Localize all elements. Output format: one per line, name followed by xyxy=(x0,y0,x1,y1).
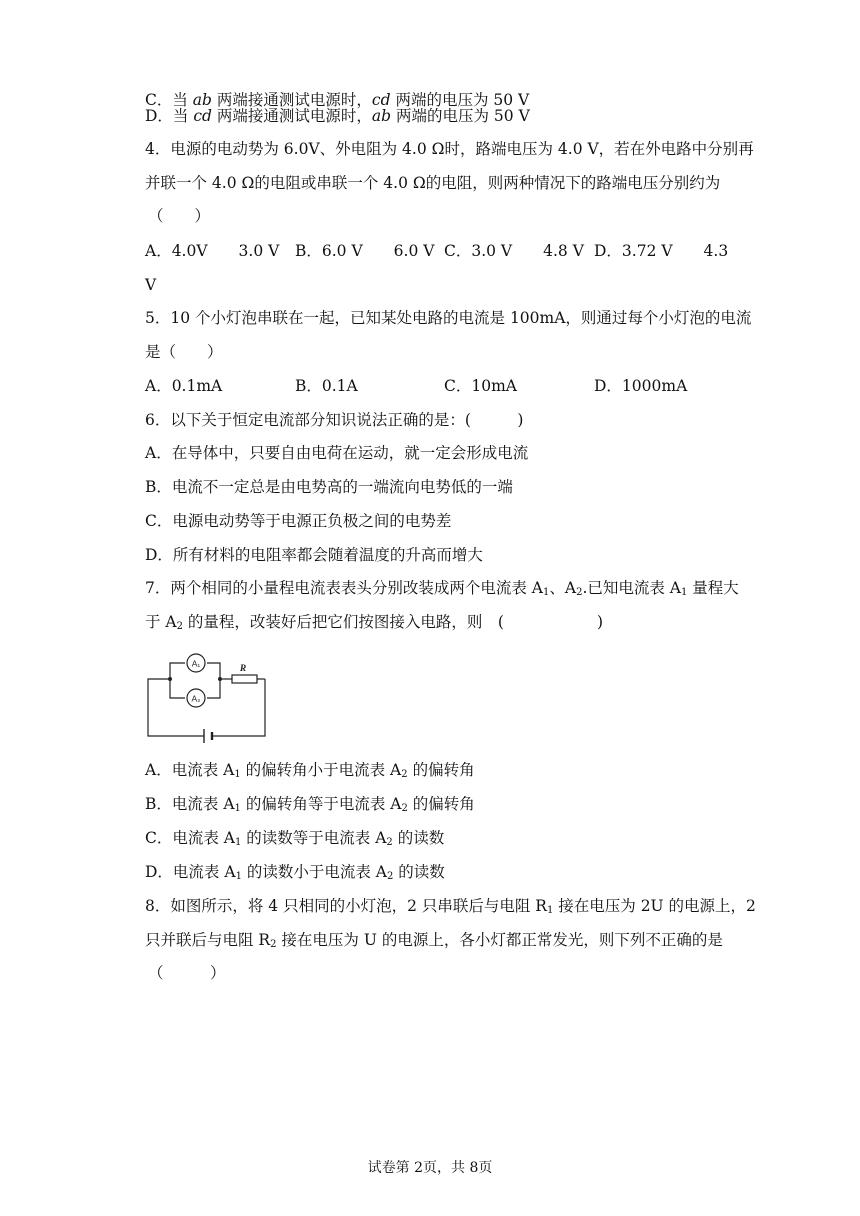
q8-answer-blank: （ ） xyxy=(148,964,226,982)
q7-option-a: A．电流表 $A_1$ 的偏转角小于电流表 $A_2$ 的偏转角 xyxy=(145,761,475,780)
q5-option-c: C．10mA xyxy=(444,377,517,395)
q8-stem-line1: 8．如图所示，将 4 只相同的小灯泡，2 只串联后与电阻 $R_1$ 接在电压为 2U 的电源上，2 xyxy=(145,897,756,916)
ammeter-a2-label: A₂ xyxy=(191,693,201,704)
q6-option-d: D．所有材料的电阻率都会随着温度的升高而增大 xyxy=(145,546,483,564)
q7-option-d: D．电流表 $A_1$ 的读数小于电流表 $A_2$ 的读数 xyxy=(145,863,445,882)
q4-option-d: D．3.72 V 4.3 xyxy=(594,242,729,260)
q6-option-b: B．电流不一定总是由电势高的一端流向电势低的一端 xyxy=(145,478,513,496)
q5-option-b: B．0.1A xyxy=(295,377,358,395)
q4-answer-blank: （ ） xyxy=(148,207,211,225)
q7-stem-line2: 于 $A_2$ 的量程，改装好后把它们按图接入电路，则 ( ) xyxy=(145,613,604,632)
q7-stem-line1: 7．两个相同的小量程电流表表头分别改装成两个电流表 $A_1$、$A_2$.已知电流表 $A_1$ 量程大 xyxy=(145,579,739,598)
q5-stem-line2: 是（ ） xyxy=(145,343,223,361)
resistor-label: R xyxy=(239,664,247,674)
q4-option-b: B．6.0 V 6.0 V xyxy=(295,242,435,260)
q6-option-a: A．在导体中，只要自由电荷在运动，就一定会形成电流 xyxy=(145,444,529,462)
q4-option-c: C．3.0 V 4.8 V xyxy=(444,242,584,260)
junction-right xyxy=(218,677,222,681)
q5-option-a: A．0.1mA xyxy=(145,377,223,395)
resistor-r xyxy=(232,675,257,683)
q3-option-d-text: D．当 cd 两端接通测试电源时，ab 两端的电压为 50 V xyxy=(145,107,530,125)
q7-option-b: B．电流表 $A_1$ 的偏转角等于电流表 $A_2$ 的偏转角 xyxy=(145,795,475,814)
q4-stem-line1: 4．电源的电动势为 6.0V、外电阻为 4.0 Ω时，路端电压为 4.0 V，若在外电路中分别再 xyxy=(145,140,754,158)
junction-left xyxy=(168,677,172,681)
q6-stem: 6．以下关于恒定电流部分知识说法正确的是：( ) xyxy=(145,411,524,429)
q5-option-d: D．1000mA xyxy=(594,377,688,395)
q4-stem-line2: 并联一个 4.0 Ω的电阻或串联一个 4.0 Ω的电阻，则两种情况下的路端电压分别约为 xyxy=(145,174,721,192)
q6-option-c: C．电源电动势等于电源正负极之间的电势差 xyxy=(145,512,452,530)
ammeter-a1-label: A₁ xyxy=(191,658,201,669)
page-footer: 试卷第 2页，共 8页 xyxy=(367,1160,493,1176)
q4-option-d-wrap: V xyxy=(145,276,157,294)
q4-option-a: A．4.0V 3.0 V xyxy=(145,242,280,260)
q5-stem-line1: 5．10 个小灯泡串联在一起，已知某处电路的电流是 100mA，则通过每个小灯泡的电流 xyxy=(145,309,752,327)
q3-option-c: C．当 ab 两端接通测试电源时，cd 两端的电压为 50 V xyxy=(145,91,530,109)
q8-stem-line2: 只并联后与电阻 $R_2$ 接在电压为 U 的电源上，各小灯都正常发光，则下列不正确的是 xyxy=(145,931,723,950)
q7-option-c: C．电流表 $A_1$ 的读数等于电流表 $A_2$ 的读数 xyxy=(145,829,445,848)
circuit-diagram xyxy=(140,642,272,746)
